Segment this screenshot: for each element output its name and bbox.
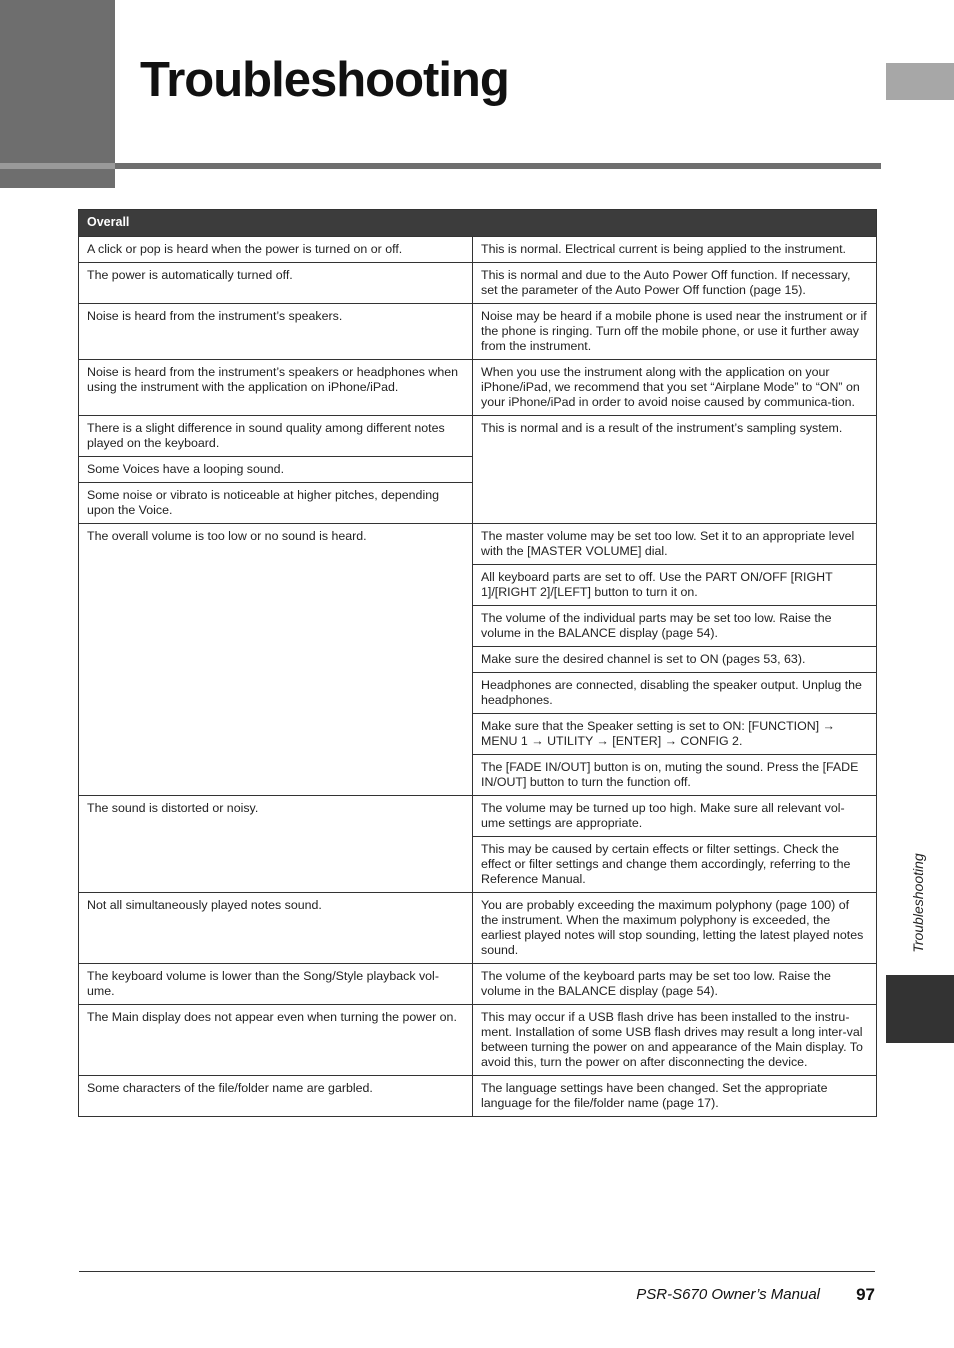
cause-cell: Noise may be heard if a mobile phone is used near the instrument or if the phone is ringing. Turn off the mobile phone, or use it further away from the instrument. — [473, 304, 877, 360]
problem-cell: Not all simultaneously played notes sound. — [79, 893, 473, 964]
problem-cell: Some characters of the file/folder name are garbled. — [79, 1076, 473, 1117]
table-row — [79, 893, 877, 964]
table-row — [79, 237, 877, 263]
problem-cell: The keyboard volume is lower than the Song/Style playback vol-ume. — [79, 964, 473, 1005]
section-header: Overall — [79, 210, 877, 237]
cause-cell: Make sure the desired channel is set to ON (pages 53, 63). — [473, 647, 877, 673]
side-tab-marker — [886, 975, 954, 1043]
problem-cell: There is a slight difference in sound quality among different notes played on the keyboard. — [79, 416, 473, 457]
page-number: 97 — [856, 1285, 875, 1304]
side-tab-label: Troubleshooting — [910, 853, 926, 953]
table-row — [79, 524, 877, 565]
cause-cell: All keyboard parts are set to off. Use the PART ON/OFF [RIGHT 1]/[RIGHT 2]/[LEFT] button to turn it on. — [473, 565, 877, 606]
table-row — [79, 964, 877, 1005]
problem-cell: Some Voices have a looping sound. — [79, 457, 473, 483]
cause-cell: The [FADE IN/OUT] button is on, muting the sound. Press the [FADE IN/OUT] button to turn the function off. — [473, 755, 877, 796]
cause-cell: This may occur if a USB flash drive has been installed to the instru-ment. Installation of some USB flash drives may result a long inter-val between turning the power on and appearance of the Main display. To avoid this, turn the power on after disconnecting the device. — [473, 1005, 877, 1076]
problem-cell: The sound is distorted or noisy. — [79, 796, 473, 893]
cause-cell: The volume of the keyboard parts may be set too low. Raise the volume in the BALANCE display (page 54). — [473, 964, 877, 1005]
cause-cell: The volume may be turned up too high. Make sure all relevant vol-ume settings are appropriate. — [473, 796, 877, 837]
troubleshooting-table — [78, 209, 877, 1117]
manual-name: PSR-S670 Owner’s Manual — [636, 1286, 820, 1303]
cause-cell: Make sure that the Speaker setting is set to ON: [FUNCTION] → MENU 1 → UTILITY → [ENTER] → CONFIG 2. — [473, 714, 877, 755]
corner-notch — [0, 163, 115, 169]
problem-cell: Noise is heard from the instrument’s speakers. — [79, 304, 473, 360]
table-row — [79, 304, 877, 360]
problem-cell: The power is automatically turned off. — [79, 263, 473, 304]
cause-cell: This is normal. Electrical current is being applied to the instrument. — [473, 237, 877, 263]
footer-rule — [79, 1271, 875, 1272]
table-header-row — [79, 210, 877, 237]
cause-cell: You are probably exceeding the maximum polyphony (page 100) of the instrument. When the maximum polyphony is exceeded, the earliest played notes will stop sounding, letting the latest played notes sound. — [473, 893, 877, 964]
problem-cell: The Main display does not appear even when turning the power on. — [79, 1005, 473, 1076]
cause-cell: This is normal and is a result of the instrument’s sampling system. — [473, 416, 877, 524]
table-row — [79, 796, 877, 837]
cause-cell: When you use the instrument along with the application on your iPhone/iPad, we recommend that you set “Airplane Mode” to “ON” on your iPhone/iPad in order to avoid noise caused by communica-tion. — [473, 360, 877, 416]
cause-cell: The volume of the individual parts may be set too low. Raise the volume in the BALANCE display (page 54). — [473, 606, 877, 647]
problem-cell: A click or pop is heard when the power is turned on or off. — [79, 237, 473, 263]
page-title: Troubleshooting — [140, 53, 509, 107]
cause-cell: The language settings have been changed. Set the appropriate language for the file/folder name (page 17). — [473, 1076, 877, 1117]
side-tab-top — [886, 63, 954, 100]
problem-cell: The overall volume is too low or no sound is heard. — [79, 524, 473, 796]
table-row — [79, 416, 877, 457]
cause-cell: This may be caused by certain effects or filter settings. Check the effect or filter settings and change them accordingly, referring to the Reference Manual. — [473, 837, 877, 893]
title-rule — [115, 163, 881, 169]
cause-cell: Headphones are connected, disabling the speaker output. Unplug the headphones. — [473, 673, 877, 714]
table-row — [79, 1005, 877, 1076]
problem-cell: Noise is heard from the instrument’s speakers or headphones when using the instrument with the application on iPhone/iPad. — [79, 360, 473, 416]
problem-cell: Some noise or vibrato is noticeable at higher pitches, depending upon the Voice. — [79, 483, 473, 524]
table-row — [79, 360, 877, 416]
cause-cell: This is normal and due to the Auto Power Off function. If necessary, set the parameter of the Auto Power Off function (page 15). — [473, 263, 877, 304]
table-row — [79, 1076, 877, 1117]
corner-decoration — [0, 0, 115, 188]
cause-cell: The master volume may be set too low. Set it to an appropriate level with the [MASTER VOLUME] dial. — [473, 524, 877, 565]
table-row — [79, 263, 877, 304]
